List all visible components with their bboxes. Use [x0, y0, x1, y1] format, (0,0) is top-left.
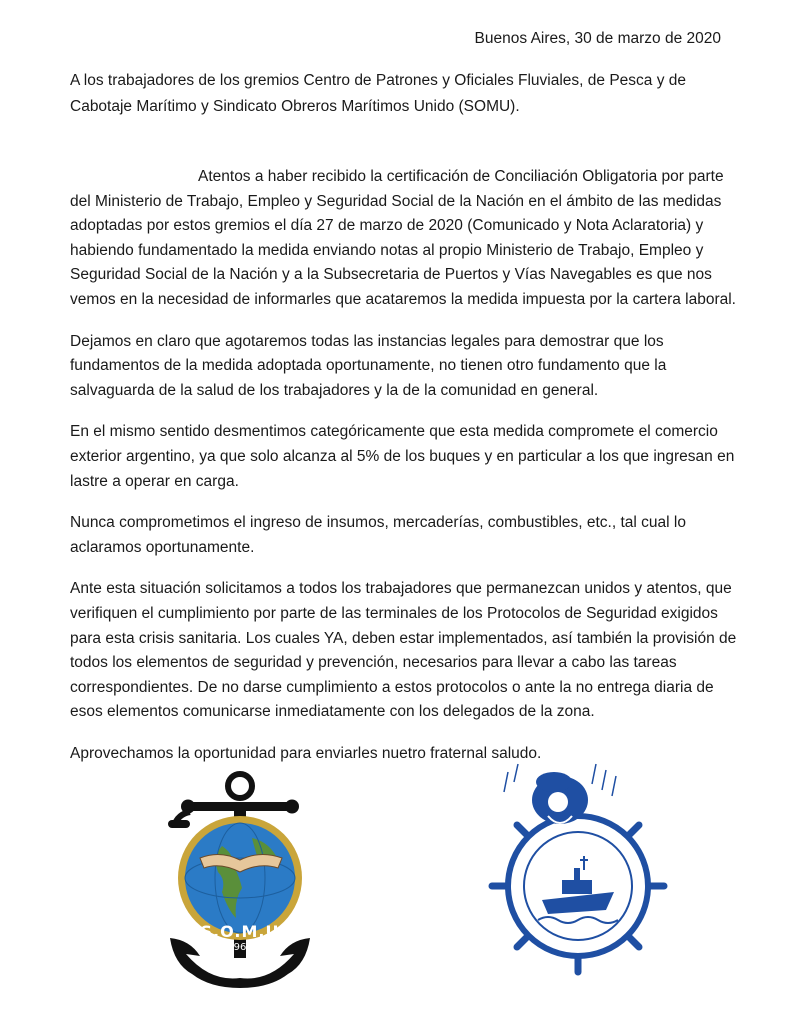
letter-date: Buenos Aires, 30 de marzo de 2020	[474, 30, 721, 47]
paragraph-comercio-exterior: En el mismo sentido desmentimos categóricamente que esta medida compromete el comercio exterior argentino, ya que solo alcanza al 5% de los buques y en particular a los que ingresan en lastre a operar en carga.	[70, 423, 735, 490]
paragraph-instancias-legales: Dejamos en claro que agotaremos todas las instancias legales para demostrar que los fundamentos de la medida adoptada oportunamente, no tienen otro fundamento que la salvaguarda de la salud de los trabajadores y la de la comunidad en general.	[70, 332, 667, 399]
anchor-globe-logo-icon	[160, 768, 320, 988]
ship-wheel-logo-icon	[488, 760, 668, 980]
paragraph-insumos: Nunca comprometimos el ingreso de insumos, mercaderías, combustibles, etc., tal cual lo aclaramos oportunamente.	[70, 514, 686, 556]
letter-body	[70, 165, 740, 783]
somu-logo	[160, 768, 320, 988]
paragraph-conciliacion: Atentos a haber recibido la certificación de Conciliación Obligatoria por parte del Ministerio de Trabajo, Empleo y Seguridad Social de la Nación en el ámbito de las medidas adoptadas por estos gremios el día 27 de marzo de 2020 (Comunicado y Nota Aclaratoria) y habiendo fundamentado la medida enviando notas al propio Ministerio de Trabajo, Empleo y Seguridad Social de la Nación y a la Subsecretaria de Puertos y Vías Navegables es que nos vemos en la necesidad de informarles que acataremos la medida impuesta por la cartera laboral.	[70, 168, 736, 308]
centro-patrones-logo	[488, 760, 668, 980]
paragraph-protocolos: Ante esta situación solicitamos a todos los trabajadores que permanezcan unidos y atentos, que verifiquen el cumplimiento por parte de las terminales de los Protocolos de Seguridad exigidos para esta crisis sanitaria. Los cuales YA, deben estar implementados, así también la provisión de todos los elementos de seguridad y prevención, necesarios para llevar a cabo las tareas correspondientes. De no darse cumplimiento a estos protocolos o ante la no entrega diaria de esos elementos comunicarse inmediatamente con los delegados de la zona.	[70, 580, 737, 721]
paragraph-saludo: Aprovechamos la oportunidad para enviarles nuetro fraternal saludo.	[70, 744, 542, 762]
somu-logo-text: S.O.M.U	[200, 922, 280, 941]
letter-salutation: A los trabajadores de los gremios Centro de Patrones y Oficiales Fluviales, de Pesca y de Cabotaje Marítimo y Sindicato Obreros Marítimos Unido (SOMU).	[70, 72, 687, 115]
somu-logo-year: 1963	[227, 942, 253, 953]
